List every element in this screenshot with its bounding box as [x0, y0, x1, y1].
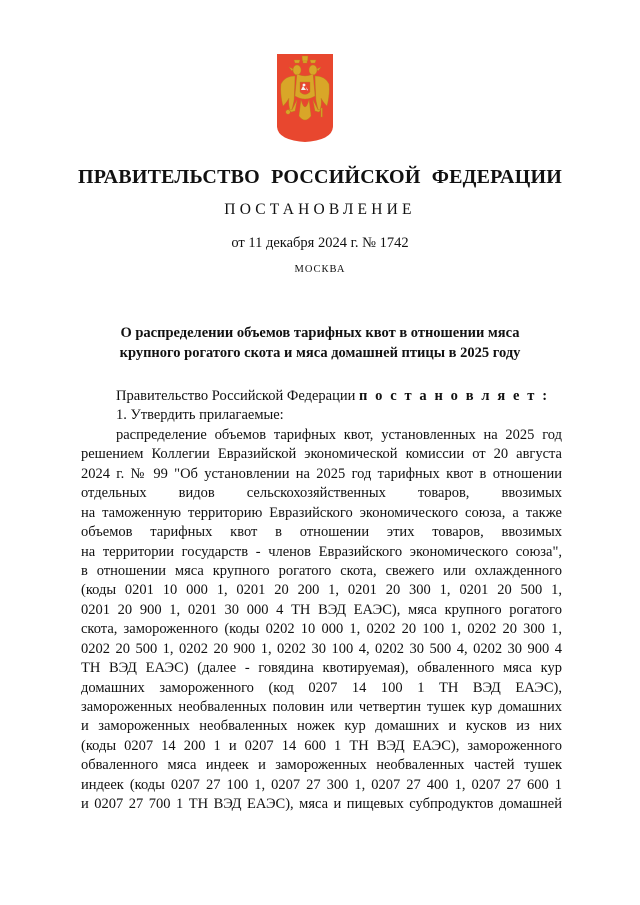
paragraph — [81, 426, 562, 815]
document-body — [81, 387, 562, 815]
paragraph-line: замороженных необваленных половин или четвертин тушек кур домашних — [81, 699, 562, 716]
document-city: МОСКВА — [294, 264, 346, 275]
preamble-text: Правительство Российской Федерации — [116, 388, 359, 404]
heading-line: О распределении объемов тарифных квот в отношении мяса — [120, 325, 520, 341]
paragraph-line: в отношении мяса крупного рогатого скота, свежего или охлажденного — [81, 562, 562, 579]
paragraph-line: на таможенную территорию Евразийского экономического союза, а также — [81, 504, 562, 521]
document-heading — [80, 323, 560, 363]
paragraph-line: решением Коллегии Евразийской экономической комиссии от 20 августа — [81, 446, 562, 463]
paragraph-line: распределение объемов тарифных квот, установленных на 2025 год — [116, 426, 562, 443]
paragraph-line: домашних замороженного (код 0207 14 100 1 ТН ВЭД ЕАЭС), — [81, 679, 562, 696]
government-title: ПРАВИТЕЛЬСТВО РОССИЙСКОЙ ФЕДЕРАЦИИ — [78, 166, 562, 188]
coat-of-arms-emblem — [277, 54, 333, 142]
paragraph-line: отдельных видов сельскохозяйственных товаров, ввозимых — [81, 485, 562, 502]
paragraph-line: скота, замороженного (коды 0202 10 000 1, 0202 20 100 1, 0202 20 300 1, — [81, 621, 562, 638]
paragraph-line: 0202 20 500 1, 0202 20 900 1, 0202 30 100 4, 0202 30 500 4, 0202 30 900 4 — [81, 640, 562, 657]
paragraph-line: индеек (коды 0207 27 100 1, 0207 27 300 1, 0207 27 400 1, 0207 27 600 1 — [81, 776, 562, 793]
preamble-resolves: п о с т а н о в л я е т : — [358, 388, 550, 404]
paragraph-line: на территории государств - членов Евразийского экономического союза", — [81, 543, 562, 560]
paragraph-line: и 0207 27 700 1 ТН ВЭД ЕАЭС), мяса и пищевых субпродуктов домашней — [81, 796, 562, 813]
paragraph-line: 2024 г. № 99 "Об установлении на 2025 год тарифных квот в отношении — [81, 465, 562, 482]
document-date-number: от 11 декабря 2024 г. № 1742 — [231, 235, 409, 251]
paragraph-line: 0201 20 900 1, 0201 30 000 4 ТН ВЭД ЕАЭС), мяса крупного рогатого — [81, 601, 562, 618]
paragraph-line: ТН ВЭД ЕАЭС) (далее - говядина квотируемая), обваленного мяса кур — [81, 660, 562, 677]
document-type: ПОСТАНОВЛЕНИЕ — [224, 201, 416, 218]
paragraph-line: (коды 0207 14 200 1 и 0207 14 600 1 ТН ВЭД ЕАЭС), замороженного — [81, 737, 562, 754]
paragraph-line: обваленного мяса индеек и замороженных необваленных частей тушек — [81, 757, 562, 774]
item-1: 1. Утвердить прилагаемые: — [116, 407, 284, 424]
paragraph-line: (коды 0201 10 000 1, 0201 20 200 1, 0201 20 300 1, 0201 20 500 1, — [81, 582, 562, 599]
heading-line: крупного рогатого скота и мяса домашней птицы в 2025 году — [119, 345, 521, 361]
preamble — [81, 387, 562, 406]
paragraph-line: и замороженных необваленных ножек кур домашних и кусков из них — [81, 718, 562, 735]
double-headed-eagle-icon — [277, 54, 333, 142]
paragraph-line: объемов тарифных квот в отношении этих товаров, ввозимых — [81, 524, 562, 541]
